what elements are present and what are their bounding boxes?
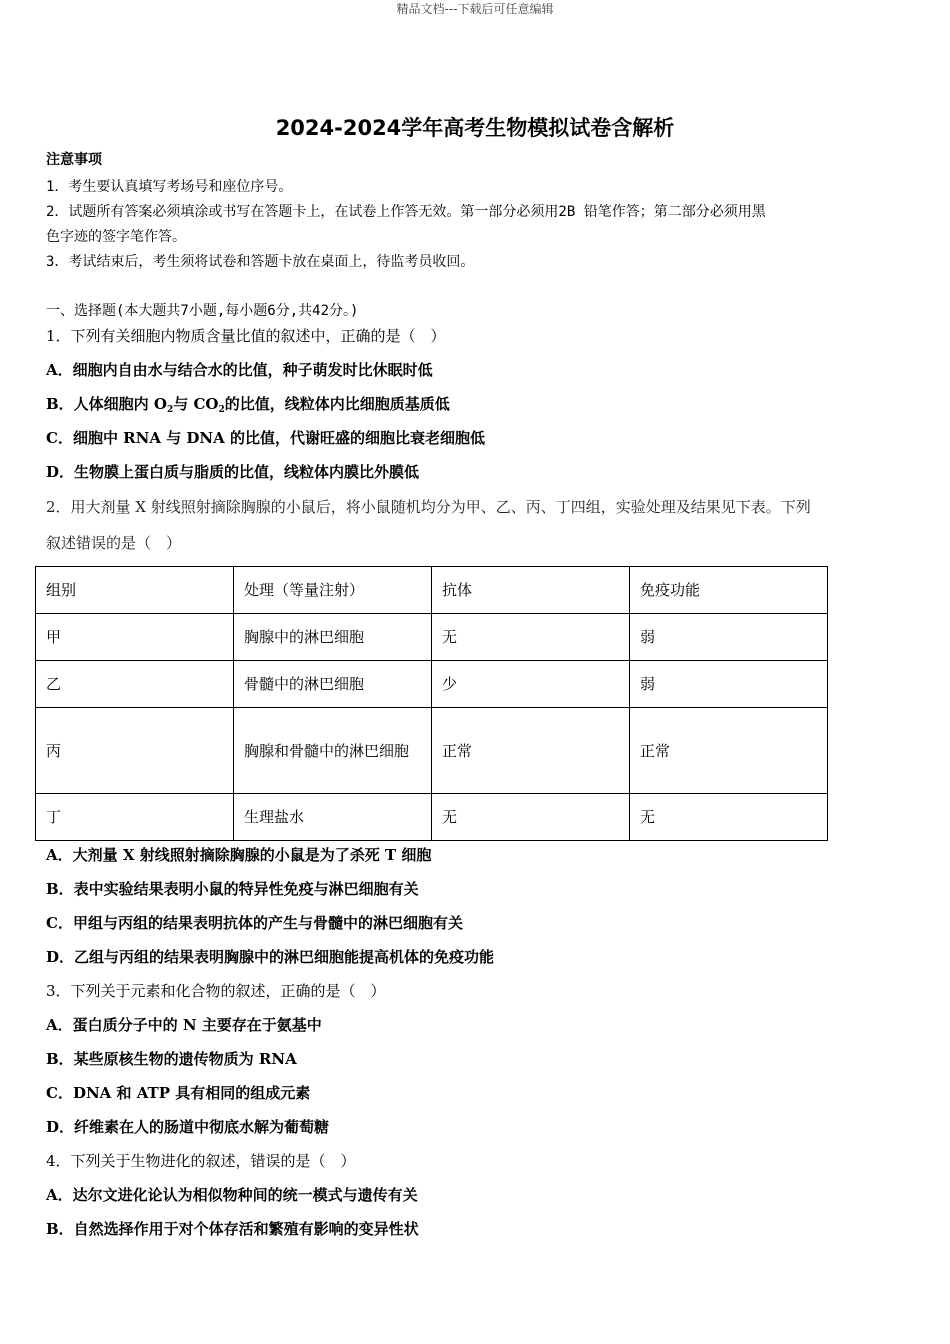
q4-option-b: B．自然选择作用于对个体存活和繁殖有影响的变异性状 [46, 1220, 419, 1238]
table-header-row [36, 567, 828, 614]
table-cell: 正常 [630, 708, 828, 794]
table-cell: 乙 [36, 661, 234, 708]
q1-option-b-text-1: B．人体细胞内 O [46, 395, 167, 413]
table-row [36, 708, 828, 794]
q2-option-c: C．甲组与丙组的结果表明抗体的产生与骨髓中的淋巴细胞有关 [46, 914, 463, 932]
q3-option-c: C．DNA 和 ATP 具有相同的组成元素 [46, 1084, 311, 1102]
q1-option-b [46, 394, 450, 420]
q2-option-a: A．大剂量 X 射线照射摘除胸腺的小鼠是为了杀死 T 细胞 [46, 846, 432, 864]
q1-stem: 1．下列有关细胞内物质含量比值的叙述中，正确的是（ ） [46, 327, 446, 345]
notice-item-2-cont: 色字迹的签字笔作答。 [46, 229, 186, 245]
notice-heading: 注意事项 [46, 152, 102, 168]
table-cell: 骨髓中的淋巴细胞 [234, 661, 432, 708]
table-row [36, 794, 828, 841]
q2-stem-line2: 叙述错误的是（ ） [46, 534, 182, 552]
table-header-cell: 抗体 [432, 567, 630, 614]
table-header-cell: 处理（等量注射） [234, 567, 432, 614]
table-cell: 胸腺中的淋巴细胞 [234, 614, 432, 661]
table-header-cell: 免疫功能 [630, 567, 828, 614]
table-cell-text: 胸腺和骨髓中的淋巴细胞 [244, 741, 410, 760]
q1-option-b-text-3: 的比值，线粒体内比细胞质基质低 [224, 395, 450, 413]
table-row [36, 614, 828, 661]
q4-option-a: A．达尔文进化论认为相似物种间的统一模式与遗传有关 [46, 1186, 418, 1204]
table-row [36, 661, 828, 708]
page-header: 精品文档---下载后可任意编辑 [396, 2, 554, 16]
results-table [35, 566, 828, 841]
page-title: 2024-2024学年高考生物模拟试卷含解析 [275, 116, 675, 140]
notice-item-2: 2．试题所有答案必须填涂或书写在答题卡上，在试卷上作答无效。第一部分必须用2B 铅笔作答；第二部分必须用黑 [46, 204, 766, 220]
q2-option-b: B．表中实验结果表明小鼠的特异性免疫与淋巴细胞有关 [46, 880, 419, 898]
table-cell: 正常 [432, 708, 630, 794]
q1-option-b-subscript-2: 2 [218, 405, 225, 415]
table-cell: 生理盐水 [234, 794, 432, 841]
notice-item-1: 1．考生要认真填写考场号和座位序号。 [46, 179, 293, 195]
q3-option-a: A．蛋白质分子中的 N 主要存在于氨基中 [46, 1016, 322, 1034]
table-cell: 无 [630, 794, 828, 841]
q2-option-d: D．乙组与丙组的结果表明胸腺中的淋巴细胞能提高机体的免疫功能 [46, 948, 495, 966]
table-cell [234, 708, 432, 794]
q1-option-a: A．细胞内自由水与结合水的比值，种子萌发时比休眠时低 [46, 361, 433, 379]
q2-stem-line1: 2．用大剂量 X 射线照射摘除胸腺的小鼠后，将小鼠随机均分为甲、乙、丙、丁四组，实验处理及结果见下表。下列 [46, 498, 811, 516]
q3-option-b: B．某些原核生物的遗传物质为 RNA [46, 1050, 297, 1068]
notice-item-3: 3．考试结束后，考生须将试卷和答题卡放在桌面上，待监考员收回。 [46, 254, 475, 270]
table-cell: 甲 [36, 614, 234, 661]
table-cell: 无 [432, 794, 630, 841]
table-header-cell: 组别 [36, 567, 234, 614]
table-cell: 弱 [630, 661, 828, 708]
q1-option-c: C．细胞中 RNA 与 DNA 的比值，代谢旺盛的细胞比衰老细胞低 [46, 429, 486, 447]
q3-stem: 3．下列关于元素和化合物的叙述，正确的是（ ） [46, 982, 386, 1000]
q1-option-b-subscript-1: 2 [166, 405, 174, 415]
table-cell: 丙 [36, 708, 234, 794]
table-cell: 丁 [36, 794, 234, 841]
q1-option-b-text-2: 与 CO [173, 395, 219, 413]
table-cell: 少 [432, 661, 630, 708]
q3-option-d: D．纤维素在人的肠道中彻底水解为葡萄糖 [46, 1118, 330, 1136]
q1-option-d: D．生物膜上蛋白质与脂质的比值，线粒体内膜比外膜低 [46, 463, 420, 481]
q4-stem: 4．下列关于生物进化的叙述，错误的是（ ） [46, 1152, 356, 1170]
table-cell: 无 [432, 614, 630, 661]
table-cell: 弱 [630, 614, 828, 661]
section-heading: 一、选择题(本大题共7小题,每小题6分,共42分。) [46, 303, 359, 319]
